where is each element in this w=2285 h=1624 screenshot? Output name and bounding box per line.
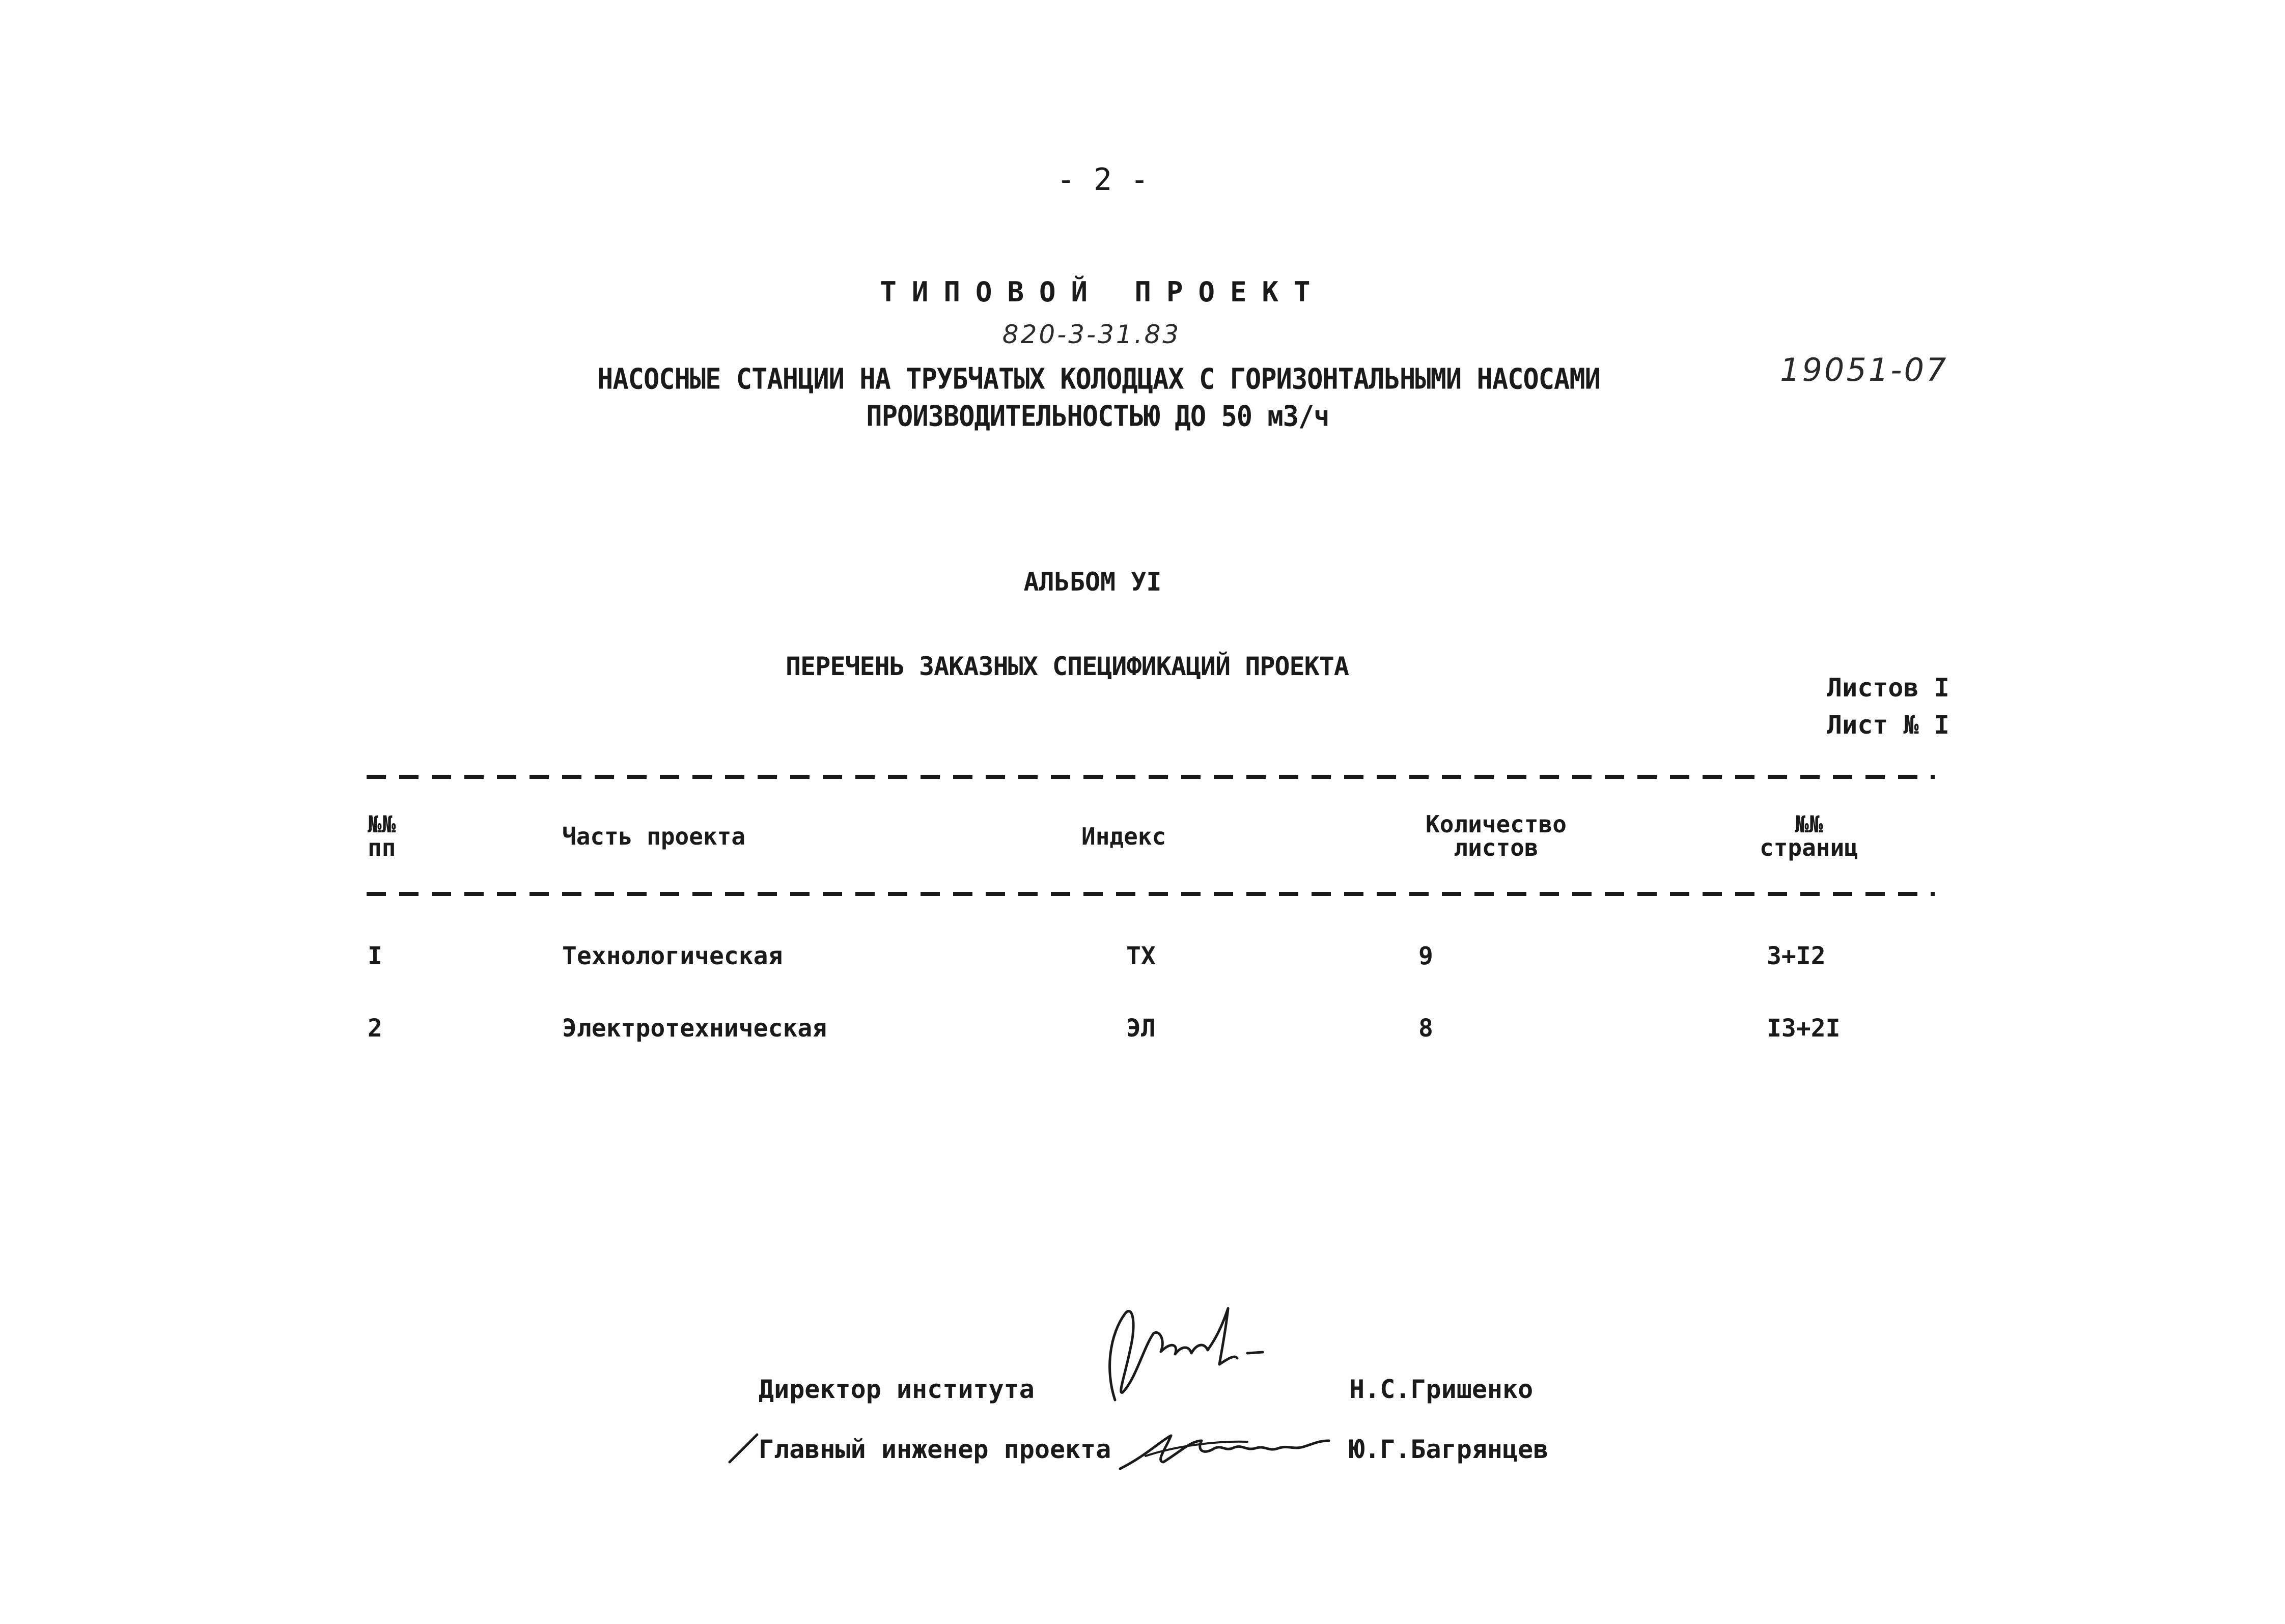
table-row-1-index: ТХ <box>1126 942 1156 970</box>
list-title: ПЕРЕЧЕНЬ ЗАКАЗНЫХ СПЕЦИФИКАЦИЙ ПРОЕКТА <box>786 652 1349 681</box>
column-header-pages <box>1760 810 1858 861</box>
archive-number: 19051-07 <box>1780 351 1948 388</box>
table-row-1-pages: 3+I2 <box>1767 942 1826 970</box>
signature-role-director: Директор института <box>759 1375 1035 1404</box>
table-row-1-count: 9 <box>1418 942 1433 970</box>
page-number: - 2 - <box>1056 162 1149 198</box>
column-header-part: Часть проекта <box>562 823 746 850</box>
sheet-number: Лист № I <box>1827 710 1949 740</box>
column-header-count-line1: Количество <box>1426 810 1567 838</box>
column-header-count-line2: листов <box>1454 834 1539 861</box>
album-label: АЛЬБОМ УI <box>1023 567 1162 597</box>
table-row-1-part: Технологическая <box>562 942 783 970</box>
column-header-number-line2: пп <box>368 834 396 861</box>
hand-stroke-mark <box>726 1431 761 1466</box>
column-header-count <box>1426 810 1567 861</box>
sheets-total: Листов I <box>1827 673 1949 703</box>
table-row-2-part: Электротехническая <box>562 1014 827 1043</box>
document-number: 820-3-31.83 <box>1002 320 1181 349</box>
table-row-1-number: I <box>368 942 382 970</box>
signature-role-chief-engineer: Главный инженер проекта <box>759 1435 1111 1464</box>
column-header-pages-line2: страниц <box>1760 834 1858 861</box>
table-header-divider <box>367 892 1935 896</box>
column-header-number-line1: №№ <box>368 810 396 838</box>
column-header-number <box>368 810 396 861</box>
signature-name-director: Н.С.Гришенко <box>1349 1375 1534 1404</box>
column-header-pages-line1: №№ <box>1795 810 1823 838</box>
table-row-2-index: ЭЛ <box>1126 1014 1156 1043</box>
project-title-line-2: ПРОИЗВОДИТЕЛЬНОСТЬЮ ДО 50 м3/ч <box>866 400 1329 433</box>
column-header-index: Индекс <box>1081 823 1166 850</box>
table-row-2-number: 2 <box>368 1014 382 1043</box>
table-row-2-pages: I3+2I <box>1767 1014 1841 1043</box>
chief-engineer-signature-image <box>1115 1420 1349 1476</box>
director-signature-image <box>1095 1293 1278 1410</box>
project-title-line-1: НАСОСНЫЕ СТАНЦИИ НА ТРУБЧАТЫХ КОЛОДЦАХ С ГОРИЗОНТАЛЬНЫМИ НАСОСАМИ <box>597 362 1600 396</box>
table-row-2-count: 8 <box>1418 1014 1433 1043</box>
table-top-divider <box>367 775 1935 779</box>
document-type: ТИПОВОЙ ПРОЕКТ <box>880 276 1326 308</box>
signature-name-chief-engineer: Ю.Г.Багрянцев <box>1349 1435 1549 1464</box>
